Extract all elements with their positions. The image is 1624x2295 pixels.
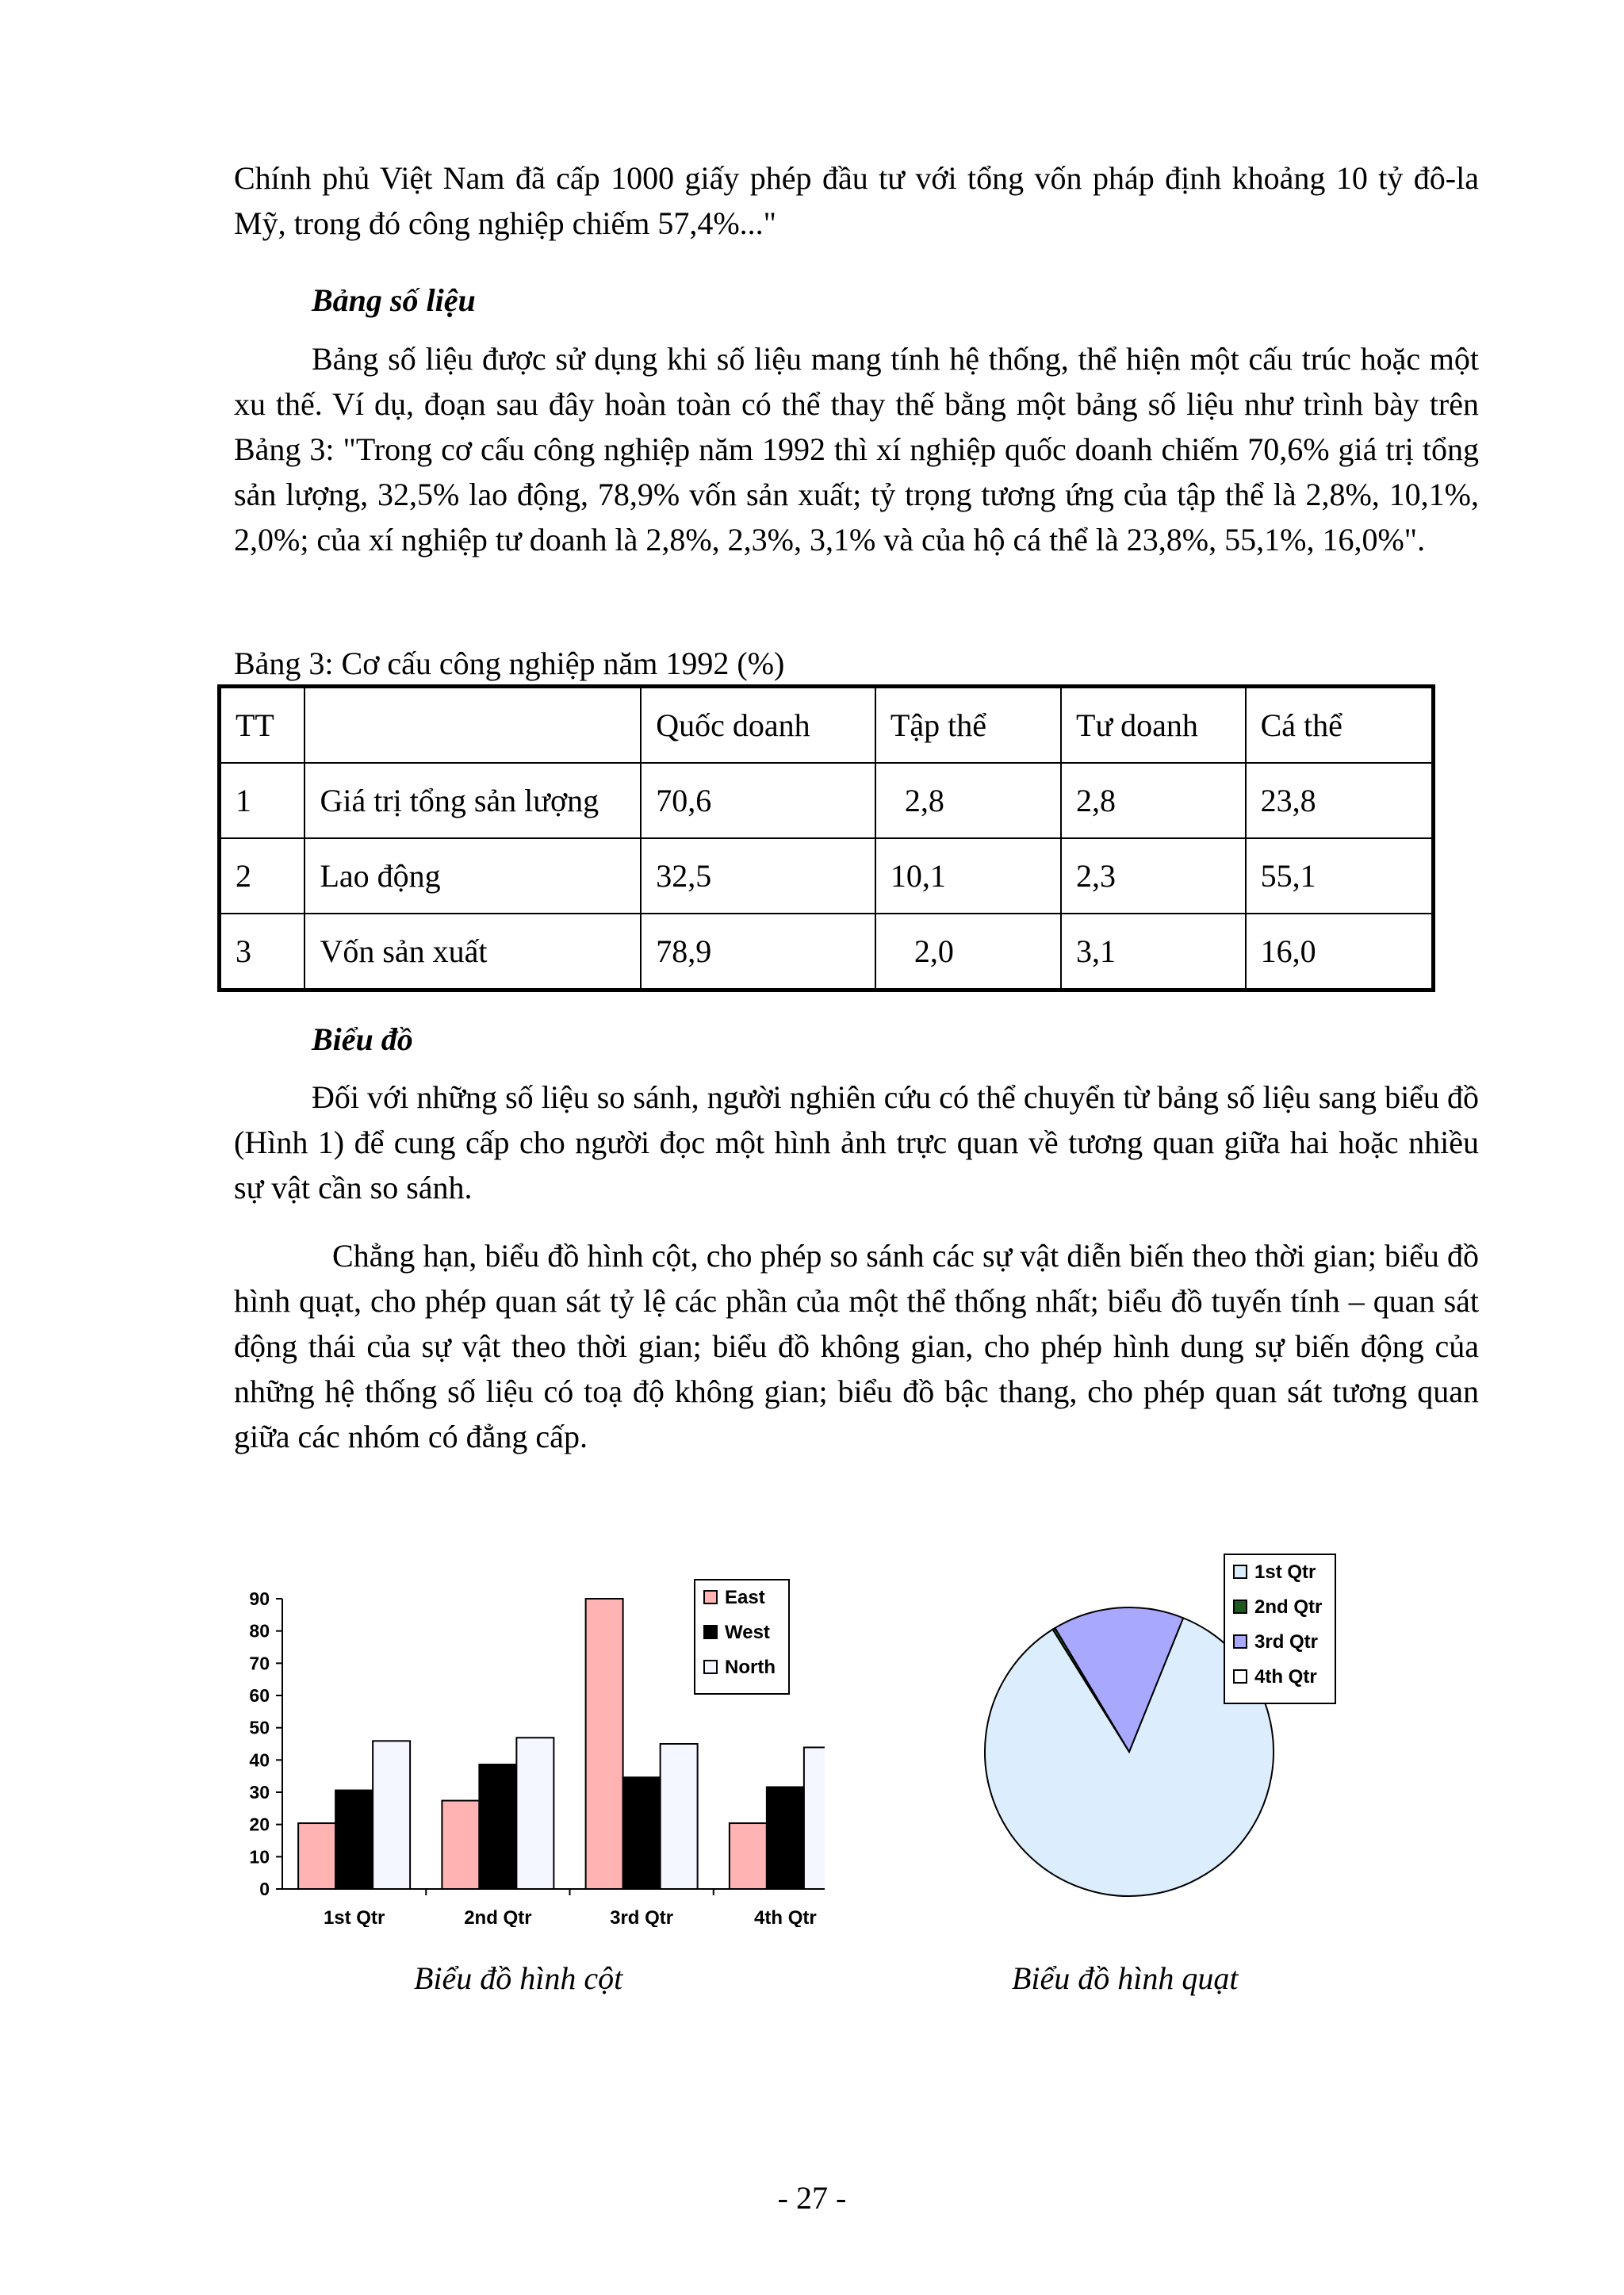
y-tick-label: 80 <box>249 1620 270 1642</box>
heading-table: Bảng số liệu <box>312 282 476 318</box>
y-tick-label: 30 <box>249 1782 270 1803</box>
table-cell: 2 <box>220 838 305 914</box>
header-cell: Tư doanh <box>1061 687 1246 764</box>
table-row <box>220 914 1434 990</box>
bar <box>442 1801 479 1889</box>
legend-label: East <box>725 1587 765 1608</box>
x-tick-label: 4th Qtr <box>754 1907 817 1927</box>
table-cell: 32,5 <box>641 838 875 914</box>
header-cell: Quốc doanh <box>641 687 875 764</box>
x-tick-label: 1st Qtr <box>323 1907 385 1927</box>
legend-swatch <box>704 1661 717 1673</box>
bar <box>373 1741 410 1889</box>
chart-paragraph-2: Chẳng hạn, biểu đồ hình cột, cho phép so sánh các sự vật diễn biến theo thời gian; biểu đồ hình quạt, cho phép quan sát tỷ lệ các phần của một thể thống nhất; biểu đồ tuyến tính – quan sát động thái của sự vật theo thời gian; biểu đồ không gian, cho phép hình dung sự biến động của những hệ thống số liệu có toạ độ không gian; biểu đồ bậc thang, cho phép quan sát tương quan giữa các nhóm có đẳng cấp. <box>234 1238 1479 1454</box>
table-cell: 2,8 <box>875 763 1061 838</box>
bar <box>804 1747 825 1889</box>
table-cell: Giá trị tổng sản lượng <box>304 763 641 838</box>
table-cell: 2,8 <box>1061 763 1246 838</box>
chart-paragraph-1: Đối với những số liệu so sánh, người nghiên cứu có thể chuyển từ bảng số liệu sang biểu đồ (Hình 1) để cung cấp cho người đọc một hình ảnh trực quan về tương quan giữa hai hoặc nhiều sự vật cần so sánh. <box>234 1079 1479 1205</box>
legend-label: 1st Qtr <box>1254 1561 1316 1583</box>
bar-chart-caption: Biểu đồ hình cột <box>414 1960 623 1996</box>
y-tick-label: 60 <box>249 1685 270 1706</box>
heading-chart: Biểu đồ <box>312 1021 413 1057</box>
bar <box>661 1744 698 1889</box>
y-tick-label: 0 <box>259 1879 270 1899</box>
page-number: - 27 - <box>777 2180 847 2216</box>
legend-swatch <box>1234 1600 1247 1613</box>
table-caption: Bảng 3: Cơ cấu công nghiệp năm 1992 (%) <box>234 646 785 681</box>
x-tick-label: 3rd Qtr <box>610 1907 674 1927</box>
table-cell: 70,6 <box>641 763 875 838</box>
y-tick-label: 10 <box>249 1846 270 1868</box>
bar <box>623 1777 661 1889</box>
y-tick-label: 50 <box>249 1717 270 1738</box>
y-tick-label: 40 <box>249 1749 270 1771</box>
legend-label: North <box>725 1657 776 1678</box>
table-header-row <box>220 687 1434 764</box>
table-row <box>220 763 1434 838</box>
legend-swatch <box>1234 1565 1247 1578</box>
bar <box>335 1791 373 1889</box>
bar <box>730 1823 767 1889</box>
bar <box>767 1787 804 1889</box>
legend-label: 4th Qtr <box>1254 1666 1317 1688</box>
header-cell: Tập thể <box>875 687 1061 764</box>
table-cell: 3,1 <box>1061 914 1246 990</box>
pie-chart-caption: Biểu đồ hình quạt <box>1012 1960 1239 1996</box>
header-cell <box>304 687 641 764</box>
table-cell: 78,9 <box>641 914 875 990</box>
intro-paragraph: Chính phủ Việt Nam đã cấp 1000 giấy phép đầu tư với tổng vốn pháp định khoảng 10 tỷ đô-la Mỹ, trong đó công nghiệp chiếm 57,4%..." <box>234 160 1479 241</box>
y-tick-label: 20 <box>249 1814 270 1835</box>
bar <box>586 1599 623 1889</box>
legend-swatch <box>1234 1670 1247 1683</box>
x-tick-label: 2nd Qtr <box>464 1907 532 1927</box>
pie-chart <box>967 1546 1364 1919</box>
table-row <box>220 838 1434 914</box>
legend-swatch <box>1234 1635 1247 1648</box>
table-cell: 23,8 <box>1246 763 1434 838</box>
bar <box>516 1738 553 1889</box>
bar-chart <box>222 1546 825 1927</box>
bar <box>479 1764 516 1889</box>
table-cell: 55,1 <box>1246 838 1434 914</box>
header-cell: Cá thể <box>1246 687 1434 764</box>
table-cell: 1 <box>220 763 305 838</box>
table-cell: 10,1 <box>875 838 1061 914</box>
y-tick-label: 90 <box>249 1588 270 1609</box>
table-cell: 2,0 <box>875 914 1061 990</box>
table-cell: 2,3 <box>1061 838 1246 914</box>
table-paragraph: Bảng số liệu được sử dụng khi số liệu mang tính hệ thống, thể hiện một cấu trúc hoặc một xu thế. Ví dụ, đoạn sau đây hoàn toàn có thể thay thế bằng một bảng số liệu như trình bày trên Bảng 3: "Trong cơ cấu công nghiệp năm 1992 thì xí nghiệp quốc doanh chiếm 70,6% giá trị tổng sản lượng, 32,5% lao động, 78,9% vốn sản xuất; tỷ trọng tương ứng của tập thể là 2,8%, 10,1%, 2,0%; của xí nghiệp tư doanh là 2,8%, 2,3%, 3,1% và của hộ cá thể là 23,8%, 55,1%, 16,0%". <box>234 341 1479 557</box>
header-cell: TT <box>220 687 305 764</box>
y-tick-label: 70 <box>249 1653 270 1674</box>
legend-label: 3rd Qtr <box>1254 1631 1319 1653</box>
table-cell: Vốn sản xuất <box>304 914 641 990</box>
legend-label: 2nd Qtr <box>1254 1596 1323 1618</box>
bar <box>298 1823 335 1889</box>
legend-swatch <box>704 1591 717 1603</box>
legend-swatch <box>704 1626 717 1638</box>
legend-label: West <box>725 1622 770 1643</box>
table-cell: 3 <box>220 914 305 990</box>
table-cell: 16,0 <box>1246 914 1434 990</box>
table-cell: Lao động <box>304 838 641 914</box>
data-table <box>217 684 1435 992</box>
